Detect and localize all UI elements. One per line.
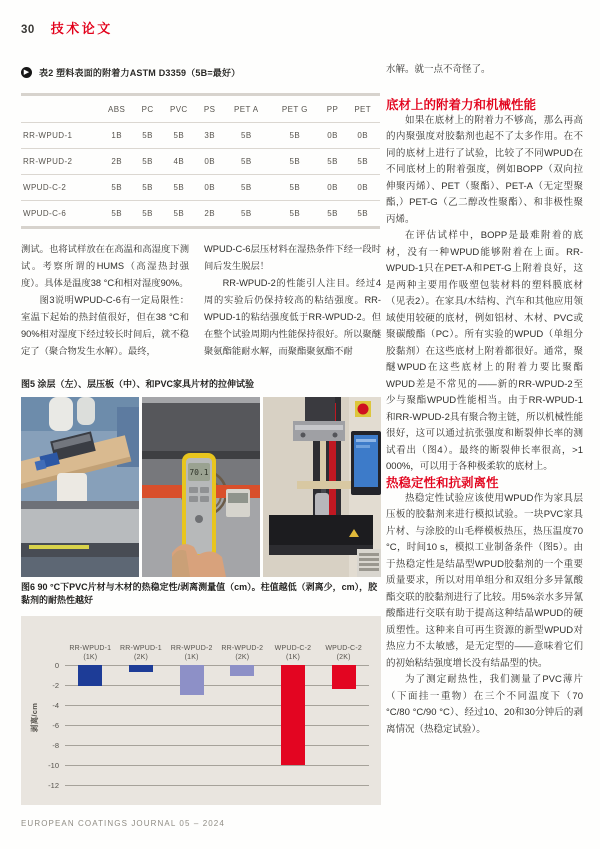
figure5-caption: 图5 涂层（左）、层压板（中）、和PVC家具片材的拉伸试验 xyxy=(21,379,255,389)
table-column-header: PP xyxy=(320,95,346,123)
chart-column xyxy=(318,645,369,792)
section-title: 技术论文 xyxy=(50,21,113,36)
chart-ytick-label: -2 xyxy=(52,681,59,690)
chart-column xyxy=(217,645,268,792)
adhesion-value-cell: 0B xyxy=(320,175,346,201)
adhesion-value-cell: 2B xyxy=(197,201,223,228)
adhesion-value-cell: 5B xyxy=(223,201,270,228)
chart-ytick-label: -6 xyxy=(52,721,59,730)
row-label: WPUD-C-2 xyxy=(21,175,99,201)
svg-text:70.1: 70.1 xyxy=(189,468,209,477)
table-row xyxy=(21,175,380,201)
table-column-header: PS xyxy=(197,95,223,123)
section-heading-adhesion: 底材上的附着力和机械性能 xyxy=(386,97,537,112)
body-column-middle xyxy=(204,241,381,377)
chart-bar xyxy=(129,665,153,672)
paragraph: 如果在底材上的附着力不够高，那么再高的内聚强度对胶黏剂也起不了太多作用。在不同的底材上进行了试验，比较了不同WPUD在不同底材上的附着强度，例如BOPP（双向拉伸聚丙烯）、PET（聚酯）、PET-A（无定型聚酯,）PET-G（乙二醇改性聚酯）、和非极性聚丙烯。 xyxy=(386,114,583,225)
adhesion-value-cell: 3B xyxy=(197,123,223,149)
chart-category-label: WPUD-C-2 (1K) xyxy=(274,645,312,661)
adhesion-value-cell: 5B xyxy=(270,123,320,149)
chart-category-label: WPUD-C-2 (2K) xyxy=(325,645,362,661)
table-column-header: PC xyxy=(134,95,160,123)
chart-category-label: RR-WPUD-1 (2K) xyxy=(120,645,162,661)
adhesion-value-cell: 5B xyxy=(320,201,346,228)
adhesion-value-cell: 5B xyxy=(320,149,346,175)
adhesion-value-cell: 5B xyxy=(223,149,270,175)
table-row xyxy=(21,149,380,175)
table-row xyxy=(21,123,380,149)
chart-column xyxy=(116,645,167,792)
chart-bar xyxy=(230,665,254,676)
paragraph: 测试。也将试样放在在高温和高湿度下测试。考察所谓的HUMS（高湿热封强度）。具体是温度38 °C和相对湿度90%。 xyxy=(21,244,189,288)
paragraph: 热稳定性试验应该使用WPUD作为家具层压板的胶黏剂来进行模拟试验。一块PVC家具片材、与涂胶的山毛榉模板热压，热压温度70 °C，时间10 s，模拟工业制备条件（图5）。由于热稳定性是结晶型WPUD胶黏剂的一个重要质量要求，所以对用单组分和双组分多异氰酸酯交联的胶黏剂进行了比较。用5%亲水多异氰酸酯进行交联有助于提高这种结晶WPUD的硬质塑性。这种来自可再生资源的新型WPUD对热应力不太敏感，是无定型的——意味着它们的初始粘结强度增长没有结晶型的快。 xyxy=(386,492,583,669)
chart-category-label: RR-WPUD-2 (1K) xyxy=(170,645,213,661)
chart-ytick-label: -4 xyxy=(52,701,59,710)
adhesion-value-cell: 5B xyxy=(134,149,160,175)
adhesion-value-cell: 2B xyxy=(99,149,134,175)
adhesion-table-body xyxy=(21,123,380,228)
paragraph: 水解。就一点不奇怪了。 xyxy=(386,64,491,75)
adhesion-table xyxy=(21,93,380,229)
adhesion-value-cell: 5B xyxy=(161,123,197,149)
adhesion-value-cell: 0B xyxy=(320,123,346,149)
peel-chart xyxy=(21,616,381,805)
adhesion-value-cell: 5B xyxy=(134,201,160,228)
adhesion-value-cell: 5B xyxy=(270,175,320,201)
adhesion-value-cell: 0B xyxy=(197,175,223,201)
table-row xyxy=(21,201,380,228)
chart-ytick-label: 0 xyxy=(54,661,59,670)
photo-coating-application xyxy=(21,397,139,577)
chart-column xyxy=(268,645,319,792)
adhesion-value-cell: 1B xyxy=(99,123,134,149)
adhesion-value-cell: 5B xyxy=(345,149,380,175)
adhesion-value-cell: 5B xyxy=(223,123,270,149)
section-heading-thermal: 热稳定性和抗剥离性 xyxy=(386,475,499,490)
page-header xyxy=(21,18,113,37)
table-column-header: PET xyxy=(345,95,380,123)
figure5-photos xyxy=(21,397,381,577)
chart-column xyxy=(65,645,116,792)
chart-bar xyxy=(78,665,102,686)
table-column-header: PET G xyxy=(270,95,320,123)
adhesion-value-cell: 5B xyxy=(270,149,320,175)
table2-caption-row xyxy=(21,66,381,79)
row-label: WPUD-C-6 xyxy=(21,201,99,228)
arrow-bullet-icon: ▶ xyxy=(21,67,32,78)
adhesion-value-cell: 5B xyxy=(223,175,270,201)
adhesion-value-cell: 5B xyxy=(99,175,134,201)
row-label: RR-WPUD-2 xyxy=(21,149,99,175)
body-text-columns xyxy=(21,241,381,377)
adhesion-value-cell: 5B xyxy=(134,123,160,149)
journal-footer: EUROPEAN COATINGS JOURNAL 05 – 2024 xyxy=(21,819,225,828)
paragraph: RR-WPUD-2的性能引人注目。经过4周的实验后仍保持较高的粘结强度。RR-WPUD-1的粘结强度低于RR-WPUD-2。但在整个试验周期内性能保持很好。所以聚醚聚氨酯能耐水解，而聚酯聚氨酯不耐 xyxy=(204,278,381,356)
figure6-caption: 图6 90 °C下PVC片材与木材的热稳定性/剥离测量值（cm）。柱值越低（剥离少，cm），胶黏剂的耐热性越好 xyxy=(21,582,378,605)
adhesion-value-cell: 5B xyxy=(99,201,134,228)
chart-column xyxy=(166,645,217,792)
chart-bar xyxy=(332,665,356,689)
chart-ytick-label: -10 xyxy=(48,761,59,770)
adhesion-value-cell: 5B xyxy=(345,201,380,228)
chart-bar xyxy=(180,665,204,695)
adhesion-value-cell: 5B xyxy=(161,175,197,201)
body-column-left xyxy=(21,241,189,377)
paragraph: 为了测定耐热性，我们测量了PVC薄片（下面挂一重物）在三个不同温度下（70 °C/80 °C/90 °C）、经过10、20和30分钟后的剥离情况（热稳定试验）。 xyxy=(386,674,583,735)
thermometer-device xyxy=(182,453,216,559)
paragraph: WPUD-C-6层压材料在湿热条件下经一段时间后发生脱层！ xyxy=(204,244,381,271)
adhesion-value-cell: 4B xyxy=(161,149,197,175)
chart-ytick-label: -12 xyxy=(48,781,59,790)
adhesion-value-cell: 0B xyxy=(197,149,223,175)
paragraph: 在评估试样中，BOPP是最难附着的底材，没有一种WPUD能够附着在上面。RR-WPUD-1只在PET-A和PET-G上附着良好，这是两种主要用作吸塑包装材料的塑料膜底材（见表2）。在家具/木结构、汽车和其他应用领域使用较硬的底材，例如铝材、木材、PVC或聚碳酸酯（PC）。所有实验的WPUD（单组分胶黏剂）在这些底材上附着都很好。通常，聚醚WPUD在这些底材上的附着力要比聚酯WPUD差是不常见的——新的RR-WPUD-2至少与聚酯WPUD性能相当。由于RR-WPUD-1和RR-WPUD-2具有聚合物主链，所以机械性能很好，这可以通过抗张强度和断裂伸长率的测试看出（图4）。最终的断裂伸长率很高，>1 000%，可以用于各种极柔软的底材上。 xyxy=(386,230,583,472)
adhesion-value-cell: 0B xyxy=(345,123,380,149)
table-column-header: PVC xyxy=(161,95,197,123)
photo-laminate-thermometer xyxy=(142,397,260,577)
chart-bar xyxy=(281,665,305,765)
chart-category-label: RR-WPUD-1 (1K) xyxy=(69,645,112,661)
table-column-header: PET A xyxy=(223,95,270,123)
adhesion-value-cell: 5B xyxy=(134,175,160,201)
chart-y-axis-label: 剥离/cm xyxy=(30,702,40,733)
adhesion-table-head xyxy=(21,95,380,123)
row-label: RR-WPUD-1 xyxy=(21,123,99,149)
page-number: 30 xyxy=(21,24,35,36)
table2-caption: 表2 塑料表面的附着力ASTM D3359（5B=最好） xyxy=(39,68,241,78)
adhesion-value-cell: 5B xyxy=(161,201,197,228)
chart-ytick-label: -8 xyxy=(52,741,59,750)
photo-tensile-tester xyxy=(263,397,381,577)
adhesion-value-cell: 5B xyxy=(270,201,320,228)
chart-plot xyxy=(48,645,369,792)
chart-category-label: RR-WPUD-2 (2K) xyxy=(221,645,264,661)
table-column-header: ABS xyxy=(99,95,134,123)
adhesion-value-cell: 0B xyxy=(345,175,380,201)
right-text-column xyxy=(386,62,583,738)
paragraph: 图3说明WPUD-C-6有一定局限性：室温下起始的热封值很好，但在38 °C和90%相对湿度下经过较长时间后，就不稳定了（聚合物发生水解）。最终， xyxy=(21,295,189,356)
table-column-header xyxy=(21,95,99,123)
